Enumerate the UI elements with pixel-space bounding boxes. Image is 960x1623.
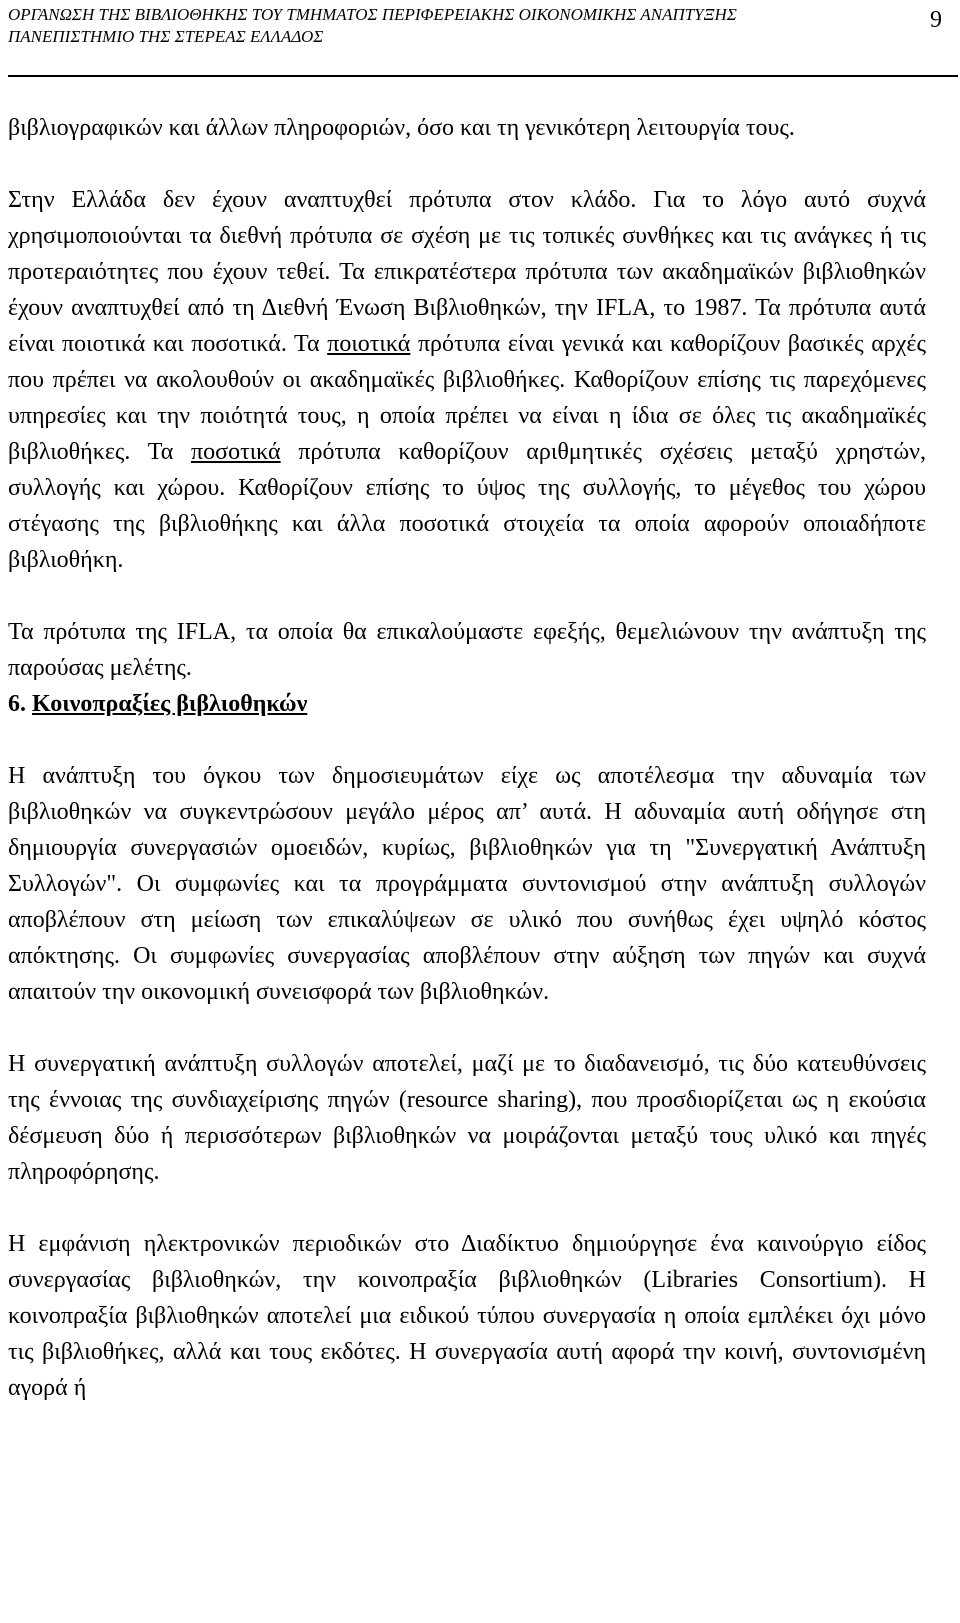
paragraph-2-text-a: Στην Ελλάδα δεν έχουν αναπτυχθεί πρότυπα στον κλάδο. Για το λόγο αυτό συχνά χρησιμοποιούνται τα διεθνή πρότυπα σε σχέση με τις τοπικές συνθήκες και τις ανάγκες ή τις προτεραιότητες που έχουν τεθεί. Τα επικρατέστερα πρότυπα των ακαδημαϊκών βιβλιοθηκών έχουν αναπτυχθεί από τη Διεθνή Ένωση Βιβλιοθηκών, την IFLA, το 1987. Τα πρότυπα αυτά είναι ποιοτικά και ποσοτικά. Τα — [8, 187, 926, 357]
section-title: Κοινοπραξίες βιβλιοθηκών — [32, 691, 308, 717]
header-divider — [8, 75, 958, 77]
paragraph-2-text-b: πρότυπα είναι γενικά και καθορίζουν βασικές αρχές που πρέπει να ακολουθούν οι ακαδημαϊκές βιβλιοθήκες. Καθορίζουν επίσης τις παρεχόμενες υπηρεσίες και την ποιότητά τους, η οποία πρέπει να είναι η ίδια σε όλες τις ακαδημαϊκές βιβλιοθήκες. Τα — [8, 331, 926, 465]
document-body — [8, 110, 926, 1406]
paragraph-3: Τα πρότυπα της IFLA, τα οποία θα επικαλούμαστε εφεξής, θεμελιώνουν την ανάπτυξη της παρούσας μελέτης. — [8, 619, 926, 681]
paragraph-5: Η συνεργατική ανάπτυξη συλλογών αποτελεί, μαζί με το διαδανεισμό, τις δύο κατευθύνσεις της έννοιας της συνδιαχείρισης πηγών (resource sharing), που προσδιορίζεται ως η εκούσια δέσμευση δύο ή περισσότερων βιβλιοθηκών να μοιράζονται μεταξύ τους υλικό και πηγές πληροφόρησης. — [8, 1051, 926, 1185]
paragraph-1: βιβλιογραφικών και άλλων πληροφοριών, όσο και τη γενικότερη λειτουργία τους. — [8, 115, 795, 141]
paragraph-4: Η ανάπτυξη του όγκου των δημοσιευμάτων είχε ως αποτέλεσμα την αδυναμία των βιβλιοθηκών να συγκεντρώσουν μεγάλο μέρος απ’ αυτά. Η αδυναμία αυτή οδήγησε στη δημιουργία συνεργασιών ομοειδών, κυρίως, βιβλιοθηκών για τη "Συνεργατική Ανάπτυξη Συλλογών". Οι συμφωνίες και τα προγράμματα συντονισμού στην ανάπτυξη συλλογών αποβλέπουν στη μείωση των επικαλύψεων σε υλικό που συνήθως έχει υψηλό κόστος απόκτησης. Οι συμφωνίες συνεργασίας αποβλέπουν στην αύξηση των πηγών και συχνά απαιτούν την οικονομική συνεισφορά των βιβλιοθηκών. — [8, 763, 926, 1005]
section-heading — [8, 686, 926, 722]
paragraph-2 — [8, 182, 926, 578]
running-header-line-1: ΟΡΓΑΝΩΣΗ ΤΗΣ ΒΙΒΛΙΟΘΗΚΗΣ ΤΟΥ ΤΜΗΜΑΤΟΣ ΠΕΡΙΦΕΡΕΙΑΚΗΣ ΟΙΚΟΝΟΜΙΚΗΣ ΑΝΑΠΤΥΞΗΣ — [8, 5, 737, 24]
underlined-term-qualitative: ποιοτικά — [327, 331, 411, 357]
paragraph-2-text-c: πρότυπα καθορίζουν αριθμητικές σχέσεις μεταξύ χρηστών, συλλογής και χώρου. Καθορίζουν επίσης το ύψος της συλλογής, το μέγεθος του χώρου στέγασης της βιβλιοθήκης και άλλα ποσοτικά στοιχεία τα οποία αφορούν οποιαδήποτε βιβλιοθήκη. — [8, 439, 926, 573]
underlined-term-quantitative: ποσοτικά — [191, 439, 281, 465]
paragraph-6: Η εμφάνιση ηλεκτρονικών περιοδικών στο Διαδίκτυο δημιούργησε ένα καινούργιο είδος συνεργασίας βιβλιοθηκών, την κοινοπραξία βιβλιοθηκών (Libraries Consortium). Η κοινοπραξία βιβλιοθηκών αποτελεί μια ειδικού τύπου συνεργασία η οποία εμπλέκει όχι μόνο τις βιβλιοθήκες, αλλά και τους εκδότες. Η συνεργασία αυτή αφορά την κοινή, συντονισμένη αγορά ή — [8, 1231, 926, 1401]
section-number: 6. — [8, 691, 32, 717]
page-number: 9 — [930, 7, 942, 33]
running-header-line-2: ΠΑΝΕΠΙΣΤΗΜΙΟ ΤΗΣ ΣΤΕΡΕΑΣ ΕΛΛΑΔΟΣ — [8, 27, 324, 46]
running-header — [8, 4, 888, 48]
